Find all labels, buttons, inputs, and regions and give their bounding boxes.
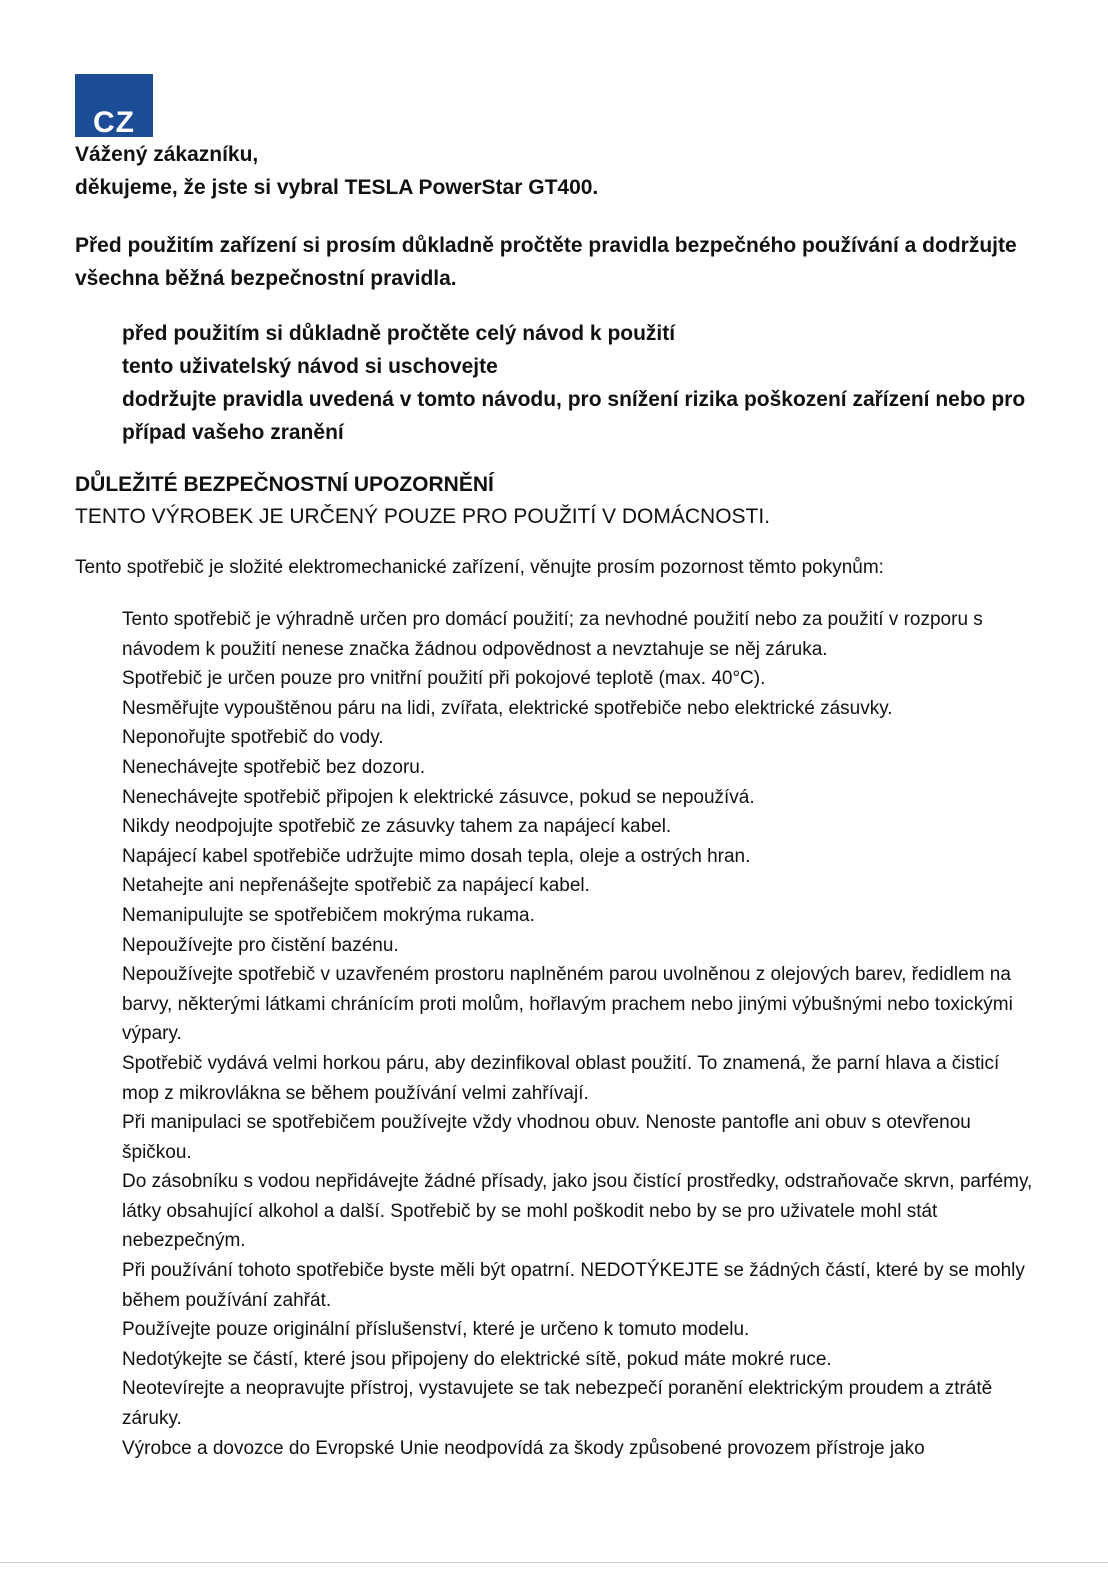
safety-instruction-item: Při manipulaci se spotřebičem používejte vždy vhodnou obuv. Nenoste pantofle ani obuv s otevřenou špičkou. — [122, 1112, 971, 1163]
safety-instruction-item: Nepoužívejte spotřebič v uzavřeném prostoru naplněném parou uvolněnou z olejových barev, ředidlem na barvy, některými látkami chránícím proti molům, hořlavým prachem nebo jinými výbušnými nebo toxickými výpary. — [122, 964, 1013, 1045]
safety-instruction-item: Nemanipulujte se spotřebičem mokrýma rukama. — [122, 904, 535, 926]
language-badge-label: CZ — [93, 106, 135, 137]
safety-instruction-item: Používejte pouze originální příslušenství, které je určeno k tomuto modelu. — [122, 1319, 750, 1341]
intro-list-item: dodržujte pravidla uvedená v tomto návodu, pro snížení rizika poškození zařízení nebo pro případ vašeho zranění — [122, 388, 1026, 444]
safety-instruction-item: Napájecí kabel spotřebiče udržujte mimo dosah tepla, oleje a ostrých hran. — [122, 845, 751, 867]
safety-lead-text: Tento spotřebič je složité elektromechanické zařízení, věnujte prosím pozornost těmto pokynům: — [75, 557, 884, 578]
manual-page-content — [75, 138, 1035, 1463]
safety-instruction-item: Do zásobníku s vodou nepřidávejte žádné přísady, jako jsou čistící prostředky, odstraňovače skrvn, parfémy, látky obsahující alkohol a další. Spotřebič by se mohl poškodit nebo by se pro uživatele mohl stát nebezpečným. — [122, 1171, 1033, 1252]
safety-instruction-item: Nepoužívejte pro čistění bazénu. — [122, 934, 399, 956]
safety-instruction-item: Nenechávejte spotřebič bez dozoru. — [122, 756, 426, 778]
safety-instruction-item: Nesměřujte vypouštěnou páru na lidi, zvířata, elektrické spotřebiče nebo elektrické zásuvky. — [122, 697, 893, 719]
intro-paragraph: Před použitím zařízení si prosím důkladně pročtěte pravidla bezpečného používání a dodržujte všechna běžná bezpečnostní pravidla. — [75, 234, 1017, 290]
intro-list-item: před použitím si důkladně pročtěte celý návod k použití — [122, 322, 676, 345]
safety-instruction-item: Spotřebič je určen pouze pro vnitřní použití při pokojové teplotě (max. 40°C). — [122, 668, 766, 690]
greeting-line-1: Vážený zákazníku, — [75, 143, 259, 166]
safety-instruction-item: Při používání tohoto spotřebiče byste měli být opatrní. NEDOTÝKEJTE se žádných částí, které by se mohly během používání zahřát. — [122, 1260, 1025, 1311]
safety-instruction-item: Výrobce a dovozce do Evropské Unie neodpovídá za škody způsobené provozem přístroje jako — [122, 1437, 925, 1459]
safety-instruction-item: Netahejte ani nepřenášejte spotřebič za napájecí kabel. — [122, 875, 590, 897]
greeting-line-2: děkujeme, že jste si vybral TESLA PowerStar GT400. — [75, 176, 599, 199]
safety-instructions-list — [75, 605, 1035, 1463]
safety-instruction-item: Spotřebič vydává velmi horkou páru, aby dezinfikoval oblast použití. To znamená, že parní hlava a čisticí mop z mikrovlákna se během používání velmi zahřívají. — [122, 1052, 1000, 1104]
safety-instruction-item: Nedotýkejte se částí, které jsou připojeny do elektrické sítě, pokud máte mokré ruce. — [122, 1348, 832, 1370]
safety-instruction-item: Nikdy neodpojujte spotřebič ze zásuvky tahem za napájecí kabel. — [122, 816, 672, 838]
safety-instruction-item: Neotevírejte a neopravujte přístroj, vystavujete se tak nebezpečí poranění elektrickým proudem a ztrátě záruky. — [122, 1378, 993, 1430]
page-bottom-divider — [0, 1562, 1108, 1563]
safety-instruction-item: Tento spotřebič je výhradně určen pro domácí použití; za nevhodné použití nebo za použití v rozporu s návodem k použití nenese značka žádnou odpovědnost a nevztahuje se něj záruka. — [122, 609, 983, 660]
safety-section-title: DŮLEŽITÉ BEZPEČNOSTNÍ UPOZORNĚNÍ — [75, 473, 494, 496]
safety-instruction-item: Nenechávejte spotřebič připojen k elektrické zásuvce, pokud se nepoužívá. — [122, 786, 755, 808]
safety-instruction-item: Neponořujte spotřebič do vody. — [122, 727, 384, 749]
intro-list-item: tento uživatelský návod si uschovejte — [122, 355, 498, 378]
language-badge — [75, 74, 153, 137]
intro-list — [75, 317, 1035, 449]
safety-section-subtitle: TENTO VÝROBEK JE URČENÝ POUZE PRO POUŽITÍ V DOMÁCNOSTI. — [75, 505, 771, 528]
